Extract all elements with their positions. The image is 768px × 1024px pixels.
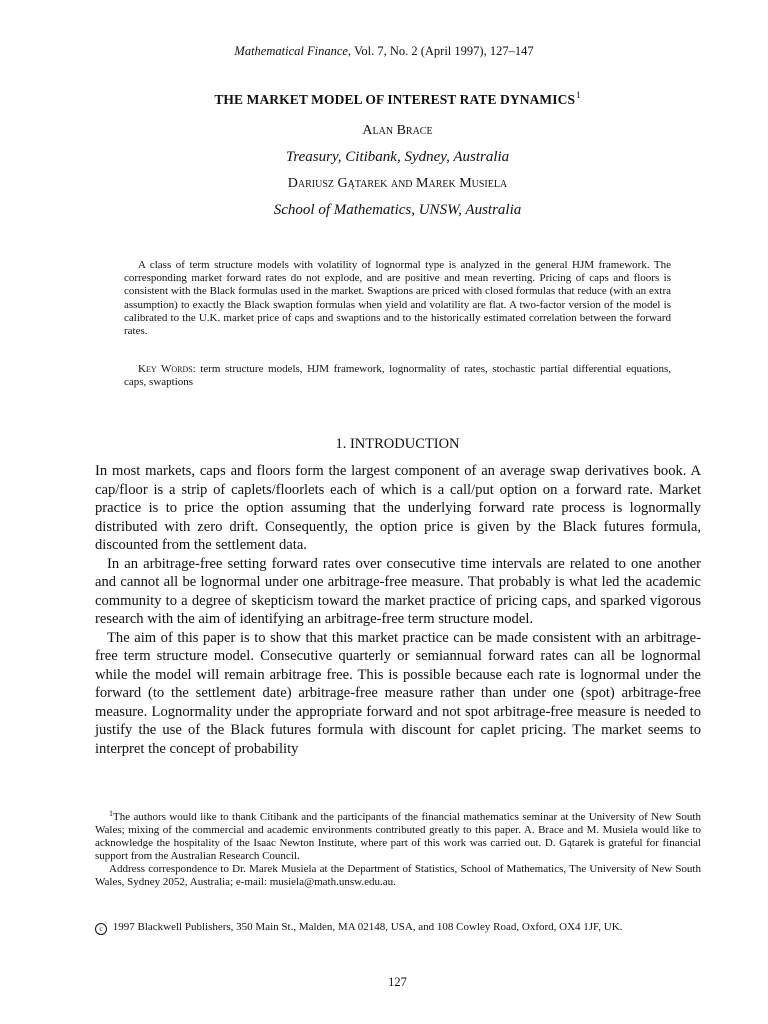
abstract: A class of term structure models with volatility of lognormal type is analyzed in the general HJM framework. The corresponding market forward rates do not explode, and are positive and mean reverting. Pricing of caps and floors is consistent with the Black formulas used in the market. Swaptions are priced with closed formulas that reduce (with an extra assumption) to exactly the Black swaption formulas when yield and volatility are flat. A two-factor version of the model is calibrated to the U.K. market price of caps and swaptions and to the historically estimated correlation between the forward rates. [124, 259, 671, 338]
page-number: 127 [388, 975, 407, 989]
title-footnote-mark: 1 [576, 90, 581, 100]
footnote-1-text: The authors would like to thank Citibank and the participants of the financial mathematics seminar at the University of New South Wales; mixing of the commercial and academic environments contributed greatly to this paper. A. Brace and M. Musiela would like to acknowledge the hospitality of the Isaac Newton Institute, where part of this work was carried out. D. Gątarek is grateful for financial support from the Australian Research Council. [95, 811, 701, 862]
journal-name: Mathematical Finance [234, 44, 348, 58]
footnote-2: Address correspondence to Dr. Marek Musiela at the Department of Statistics, School of Mathematics, The University of New South Wales, Sydney 2052, Australia; e-mail: musiela@math.unsw.edu.au. [95, 863, 701, 888]
paper-title [0, 90, 768, 108]
keywords-label: Key Words: [138, 363, 196, 375]
copyright-notice [95, 921, 701, 935]
footnote-1 [95, 807, 701, 863]
section-heading: 1. INTRODUCTION [335, 436, 460, 452]
journal-details: , Vol. 7, No. 2 (April 1997), 127–147 [347, 44, 534, 58]
author-2: Dariusz Gątarek and Marek Musiela [287, 176, 508, 191]
journal-citation [0, 44, 768, 59]
footnotes [95, 807, 701, 889]
body-text [95, 462, 701, 758]
keywords [124, 363, 671, 389]
affiliation-1: Treasury, Citibank, Sydney, Australia [285, 149, 510, 165]
footnote-1-mark: 1 [109, 809, 113, 818]
copyright-text: 1997 Blackwell Publishers, 350 Main St., Malden, MA 02148, USA, and 108 Cowley Road, Oxford, OX4 1JF, UK. [112, 921, 623, 933]
author-1: Alan Brace [362, 123, 433, 138]
keywords-text: term structure models, HJM framework, lognormality of rates, stochastic partial differential equations, caps, swaptions [124, 363, 671, 389]
paragraph-3: The aim of this paper is to show that this market practice can be made consistent with an arbitrage-free term structure model. Consecutive quarterly or semiannual forward rates can all be lognormal while the model will remain arbitrage free. This is possible because each rate is lognormal under the forward (to the settlement date) arbitrage-free measure rather than under one (spot) arbitrage-free measure. Lognormality under the appropriate forward and not spot arbitrage-free measure is needed to justify the use of the Black futures formula with discount for caplet pricing. The market seems to interpret the concept of probability [95, 629, 701, 757]
paragraph-1: In most markets, caps and floors form the largest component of an average swap derivatives book. A cap/floor is a strip of caplets/floorlets each of which is a call/put option on a forward rate. Market practice is to price the option assuming that the underlying forward rate process is lognormally distributed with zero drift. Consequently, the option price is given by the Black futures formula, discounted from the settlement data. [95, 463, 701, 553]
affiliation-2: School of Mathematics, UNSW, Australia [273, 202, 522, 218]
paragraph-2: In an arbitrage-free setting forward rates over consecutive time intervals are related to one another and cannot all be lognormal under one arbitrage-free measure. That probably is what led the academic community to a degree of skepticism toward the market practice of pricing caps, and sparked vigorous research with the aim of identifying an arbitrage-free term structure model. [95, 555, 701, 627]
copyright-symbol: c [95, 923, 107, 935]
paper-title-text: THE MARKET MODEL OF INTEREST RATE DYNAMICS [214, 92, 576, 107]
